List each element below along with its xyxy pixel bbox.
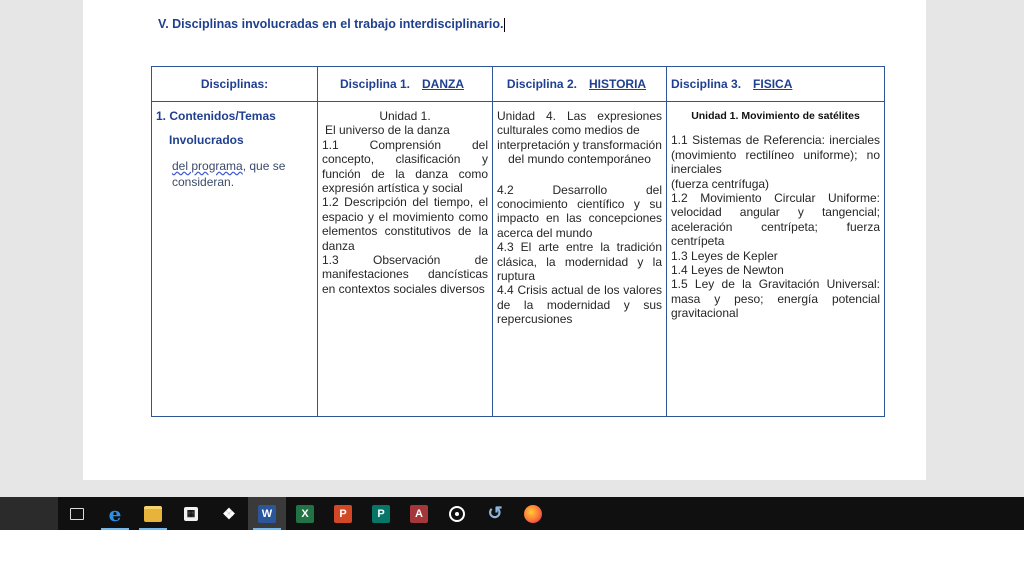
header-disciplina-2 (493, 67, 667, 102)
fisica-item-3: 1.3 Leyes de Kepler (671, 248, 778, 263)
header-disciplina-1-label: Disciplina 1. (339, 77, 411, 91)
table-content-row (152, 102, 885, 417)
danza-item-2: 1.2 Descripción del tiempo, el espacio y el movimiento como elementos constitutivos de la danza (322, 195, 488, 253)
fisica-item-4: 1.4 Leyes de Newton (671, 263, 784, 278)
danza-item-1: 1.1 Comprensión del concepto, clasificación y función de la danza como expresión artística y social (322, 137, 488, 196)
section-heading (158, 17, 505, 32)
header-disciplina-1-value: DANZA (422, 77, 465, 91)
excel-icon[interactable]: X (286, 497, 324, 530)
header-disciplina-2-label: Disciplina 2. (506, 77, 577, 91)
task-view-icon[interactable] (58, 497, 96, 530)
windows-taskbar (0, 497, 1024, 530)
fisica-item-5: 1.5 Ley de la Gravitación Universal: masa y peso; energía potencial gravitacional (671, 277, 880, 321)
historia-cell (493, 102, 667, 417)
historia-unit-lead: Unidad 4. Las expresiones culturales como medios de (497, 109, 662, 138)
publisher-icon[interactable]: P (362, 497, 400, 530)
header-disciplina-3-label: Disciplina 3. (671, 77, 742, 91)
store-icon[interactable]: ▦ (172, 497, 210, 530)
fisica-spacer (671, 123, 880, 133)
danza-item-3: 1.3 Observación de manifestaciones dancísticas en contextos sociales diversos (322, 253, 488, 296)
historia-item-2: 4.3 El arte entre la tradición clásica, la modernidad y la ruptura (497, 240, 662, 284)
text-cursor (504, 18, 505, 32)
row-label-cell (152, 102, 318, 417)
word-icon[interactable]: W (248, 497, 286, 530)
historia-item-1: 4.2 Desarrollo del conocimiento científico y su impacto en las concepciones acerca del mundo (497, 182, 662, 240)
document-bottom-gutter (0, 480, 1024, 497)
row-label-title: 1. Contenidos/Temas (156, 109, 276, 123)
file-explorer-icon[interactable] (134, 497, 172, 530)
edge-icon[interactable]: e (96, 497, 134, 530)
header-disciplina-3-value: FISICA (753, 77, 793, 91)
fisica-cell (667, 102, 885, 417)
table-header-row (152, 67, 885, 102)
fisica-unit: Unidad 1. Movimiento de satélites (691, 110, 860, 122)
media-app-icon[interactable] (438, 497, 476, 530)
danza-unit: Unidad 1. (379, 109, 431, 123)
row-label-note (156, 158, 313, 190)
access-icon[interactable]: A (400, 497, 438, 530)
section-heading-text: V. Disciplinas involucradas en el trabajo interdisciplinario. (158, 17, 504, 31)
header-disciplina-1 (318, 67, 493, 102)
fisica-item-1b: (fuerza centrífuga) (671, 176, 770, 191)
taskbar-search-area[interactable] (0, 497, 58, 530)
header-disciplinas (152, 67, 318, 102)
swirl-app-icon[interactable]: ↺ (487, 503, 503, 523)
historia-unit-center: interpretación y transformación del mundo contemporáneo (497, 137, 662, 167)
document-page[interactable] (83, 0, 926, 480)
historia-item-3: 4.4 Crisis actual de los valores de la modernidad y sus repercusiones (497, 283, 662, 327)
fisica-item-1: 1.1 Sistemas de Referencia: inerciales (movimiento rectilíneo uniforme); no inerciales (671, 133, 880, 177)
disciplines-table (151, 66, 885, 417)
header-disciplina-2-value: HISTORIA (588, 77, 647, 91)
dropbox-icon[interactable]: ❖ (222, 505, 236, 523)
firefox-icon[interactable] (514, 497, 552, 530)
fisica-item-2: 1.2 Movimiento Circular Uniforme: velocidad angular y tangencial; aceleración centrípeta; fuerza centrípeta (671, 191, 880, 249)
historia-spacer (497, 167, 662, 183)
header-disciplinas-label: Disciplinas: (200, 77, 269, 91)
danza-cell (318, 102, 493, 417)
danza-unit-name: El universo de la danza (325, 123, 450, 138)
powerpoint-icon[interactable]: P (324, 497, 362, 530)
row-label-rest: , que se consideran. (172, 158, 286, 189)
desktop-below-taskbar (0, 530, 1024, 576)
row-label-subtitle: Involucrados (169, 133, 244, 148)
header-disciplina-3 (667, 67, 885, 102)
row-label-link: del programa (172, 158, 243, 173)
